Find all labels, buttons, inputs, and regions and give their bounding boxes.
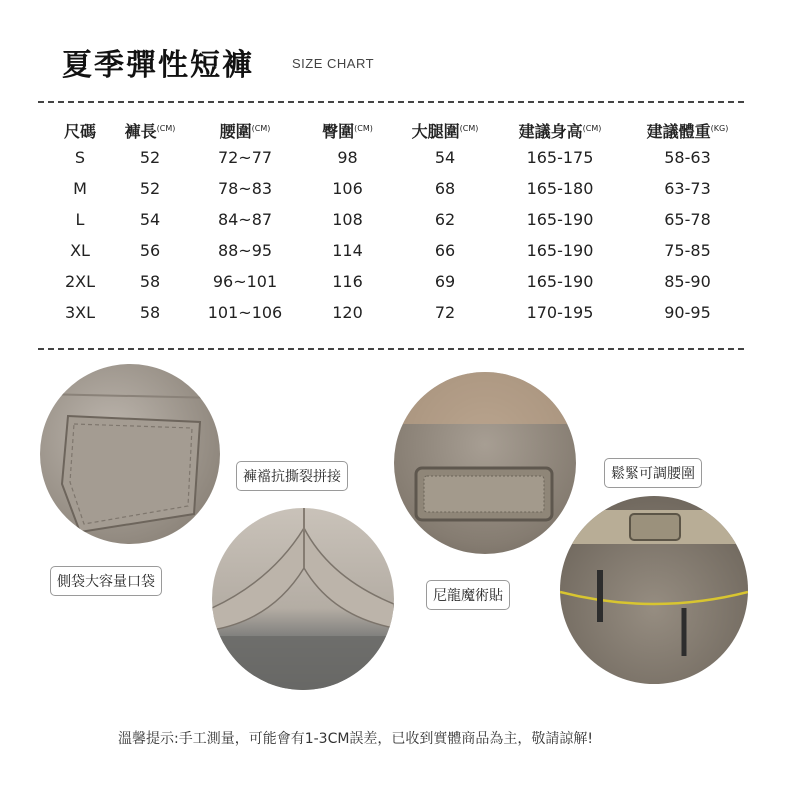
column-header <box>495 118 625 142</box>
waist-callout: 鬆緊可調腰圍 <box>604 458 702 488</box>
table-cell: L <box>75 210 85 229</box>
column-label: 尺碼 <box>63 121 96 141</box>
table-cell: 165-180 <box>526 179 594 198</box>
column-unit: (KG) <box>710 123 729 133</box>
table-cell: 56 <box>139 241 161 260</box>
table-row <box>50 204 750 235</box>
table-cell: 63-73 <box>664 179 711 198</box>
table-row <box>50 173 750 204</box>
table-cell: 52 <box>139 179 161 198</box>
table-cell: 88~95 <box>217 241 273 260</box>
side-pocket-callout: 側袋大容量口袋 <box>50 566 162 596</box>
table-cell: 78~83 <box>217 179 273 198</box>
page-subtitle: SIZE CHART <box>292 56 375 71</box>
table-cell: XL <box>70 241 90 260</box>
crotch-photo <box>212 508 394 690</box>
table-cell: 69 <box>434 272 456 291</box>
column-unit: (CM) <box>459 123 479 133</box>
column-header <box>625 118 750 142</box>
measurement-note: 溫馨提示:手工測量，可能會有1-3CM誤差，已收到實體商品為主，敬請諒解! <box>118 731 594 747</box>
side-pocket-photo <box>40 364 220 544</box>
table-cell: 52 <box>139 148 161 167</box>
table-cell: 90-95 <box>664 303 711 322</box>
table-cell: 96~101 <box>212 272 278 291</box>
table-row <box>50 142 750 173</box>
column-unit: (CM) <box>251 123 271 133</box>
table-cell: 72 <box>434 303 456 322</box>
column-unit: (CM) <box>582 123 602 133</box>
crotch-callout: 褲襠抗撕裂拼接 <box>236 461 348 491</box>
table-cell: 58-63 <box>664 148 711 167</box>
table-cell: 66 <box>434 241 456 260</box>
table-cell: 72~77 <box>217 148 273 167</box>
column-header <box>300 118 395 142</box>
table-header-row <box>50 118 750 142</box>
waistband-photo <box>560 496 748 684</box>
column-header <box>110 118 190 142</box>
table-cell: M <box>73 179 87 198</box>
bottom-divider <box>38 348 744 350</box>
table-cell: 54 <box>434 148 456 167</box>
column-unit: (CM) <box>156 123 176 133</box>
velcro-photo <box>394 372 576 554</box>
table-cell: 75-85 <box>664 241 711 260</box>
table-row <box>50 297 750 328</box>
table-cell: 165-190 <box>526 241 594 260</box>
column-header <box>395 118 495 142</box>
size-table <box>50 118 750 328</box>
table-cell: 170-195 <box>526 303 594 322</box>
table-cell: 3XL <box>64 303 96 322</box>
crotch-seam-graphic <box>212 508 394 690</box>
column-header <box>50 118 110 142</box>
column-header <box>190 118 300 142</box>
table-cell: 58 <box>139 272 161 291</box>
table-row <box>50 266 750 297</box>
table-cell: 101~106 <box>207 303 283 322</box>
velcro-patch-graphic <box>394 372 576 554</box>
column-label: 腰圍 <box>219 121 252 141</box>
table-cell: 165-190 <box>526 272 594 291</box>
column-label: 臀圍 <box>322 121 355 141</box>
table-row <box>50 235 750 266</box>
table-cell: 2XL <box>64 272 96 291</box>
table-cell: 85-90 <box>664 272 711 291</box>
table-cell: 108 <box>332 210 363 229</box>
table-cell: 68 <box>434 179 456 198</box>
pocket-flap-graphic <box>40 364 220 544</box>
table-cell: 84~87 <box>217 210 273 229</box>
velcro-callout: 尼龍魔術貼 <box>426 580 510 610</box>
table-cell: 54 <box>139 210 161 229</box>
table-cell: 165-190 <box>526 210 594 229</box>
table-cell: 106 <box>332 179 363 198</box>
column-label: 大腿圍 <box>411 121 460 141</box>
page-title: 夏季彈性短褲 <box>62 48 254 83</box>
column-label: 褲長 <box>124 121 157 141</box>
column-unit: (CM) <box>354 123 373 133</box>
top-divider <box>38 101 744 103</box>
table-cell: S <box>74 148 86 167</box>
table-cell: 120 <box>332 303 363 322</box>
waistband-graphic <box>560 496 748 684</box>
table-cell: 165-175 <box>526 148 594 167</box>
table-cell: 58 <box>139 303 161 322</box>
table-cell: 116 <box>332 272 363 291</box>
table-cell: 98 <box>337 148 358 167</box>
column-label: 建議身高 <box>518 121 583 141</box>
table-cell: 65-78 <box>664 210 711 229</box>
table-cell: 114 <box>332 241 363 260</box>
column-label: 建議體重 <box>646 121 711 141</box>
table-cell: 62 <box>434 210 456 229</box>
